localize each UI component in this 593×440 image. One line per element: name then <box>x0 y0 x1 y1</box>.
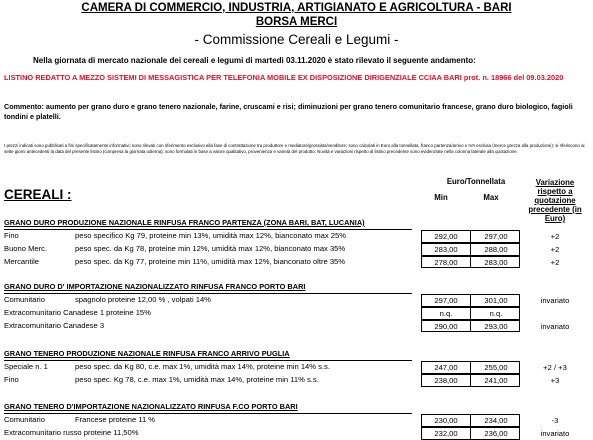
price-variation: +2 / +3 <box>543 363 567 372</box>
price-variation: +2 <box>550 244 560 254</box>
min-price: n.q. <box>439 308 453 318</box>
min-price: 290,00 <box>434 321 458 331</box>
price-variation: +2 <box>550 257 560 267</box>
min-header: Min <box>434 193 448 202</box>
section-title: GRANO TENERO PRODUZIONE NAZIONALE RINFUSA FRANCO ARRIVO PUGLIA <box>4 349 290 358</box>
intro-text: Nella giornata di mercato nazionale dei cereali e legumi di martedì 03.11.2020 è stato rilevato il seguente andamento: <box>33 56 476 65</box>
section-rule <box>4 229 412 230</box>
max-price: 297,00 <box>484 232 508 241</box>
max-price: 301,00 <box>484 296 508 305</box>
max-price: 234,00 <box>484 416 508 425</box>
price-variation: invariato <box>540 296 570 305</box>
price-variation: invariato <box>540 321 570 331</box>
row-label: Extracomunitario russo proteine 11,50% <box>4 427 139 437</box>
max-price: 283,00 <box>484 257 508 267</box>
price-variation: +3 <box>550 375 560 385</box>
section-rule <box>4 293 412 294</box>
market-name: BORSA MERCI <box>255 16 338 28</box>
row-label: Speciale n. 1 <box>4 362 48 371</box>
section-title: GRANO DURO D' IMPORTAZIONE NAZIONALIZZATO RINFUSA FRANCO PORTO BARI <box>4 282 306 291</box>
price-variation: invariato <box>540 428 570 438</box>
max-price: 255,00 <box>484 363 508 372</box>
section-title: GRANO TENERO D'IMPORTAZIONE NAZIONALIZZATO RINFUSA F.CO PORTO BARI <box>4 402 298 411</box>
section-rule <box>4 360 412 361</box>
row-description: peso spec. da Kg 77, proteine min 11%, umidità max 12%, bianconato oltre 35% <box>75 256 346 266</box>
price-variation: -3 <box>551 416 559 425</box>
min-price: 232,00 <box>434 428 458 438</box>
min-price: 278,00 <box>434 257 458 267</box>
max-price: 288,00 <box>484 244 508 254</box>
chamber-title: CAMERA DI COMMERCIO, INDUSTRIA, ARTIGIANATO E AGRICOLTURA - BARI <box>81 2 512 14</box>
price-variation: +2 <box>550 232 560 241</box>
min-price: 292,00 <box>434 232 458 241</box>
fine-print: I prezzi indicati sono pubblicati a fini specificatamente informativi; sono rilevati con riferimento esclusivo alla fase di contrattazione tra produttore e mediatore/grossista/venditore; sono calcolati in Euro alla tonnellata, franco partenza/arrivo e IVA esclusa (merce grezza alla produzione); si riferiscono ai sette giorni antecedenti la data del presente listino (compresa la giornata odierna); sono formulati in base a valore qualitativo, provenienza e varietà del prodotto. Novità e variazioni rispetto al listino precedente sono evidenziate nella colonna laterale alla quotazione. <box>4 143 585 155</box>
row-label: Comunitario <box>4 415 45 424</box>
unit-header: Euro/Tonnellata <box>446 177 506 186</box>
section-rule <box>4 413 412 414</box>
row-label: Fino <box>4 231 19 240</box>
max-price: 241,00 <box>484 375 508 385</box>
row-label: Extracomunitario Canadese 3 <box>4 320 105 330</box>
row-description: peso specifico Kg 79, proteine min 13%, umidità max 12%, bianconato max 25% <box>75 231 346 240</box>
row-description: peso spec. Kg 78, c.e. max 1%, umidità max 14%, proteine min 11% s.s. <box>75 374 319 384</box>
max-price: 236,00 <box>484 428 508 438</box>
variation-header: Variazione rispetto a quotazione precedente (in Euro) <box>528 178 582 223</box>
row-label: Fino <box>4 374 19 384</box>
max-price: n.q. <box>489 308 503 318</box>
row-description: Francese proteine 11 % <box>75 415 156 424</box>
min-price: 238,00 <box>434 375 458 385</box>
row-description: peso spec. da Kg 80, c.e. max 1%, umidità max 14%, proteine min 14% s.s. <box>75 362 330 371</box>
min-price: 247,00 <box>434 363 458 372</box>
section-title: GRANO DURO PRODUZIONE NAZIONALE RINFUSA FRANCO PARTENZA (ZONA BARI, BAT, LUCANIA) <box>4 218 365 227</box>
row-label: Mercantile <box>4 256 40 266</box>
commission-name: - Commissione Cereali e Legumi - <box>194 32 399 47</box>
min-price: 230,00 <box>434 416 458 425</box>
max-header: Max <box>483 193 499 202</box>
row-description: peso spec. da Kg 78, proteine min 12%, umidità max 12%, bianconato max 35% <box>75 243 346 253</box>
row-description: spagnolo proteine 12,00 % , volpati 14% <box>75 295 211 304</box>
row-label: Buono Merc. <box>4 243 48 253</box>
cereals-heading: CEREALI : <box>4 187 72 202</box>
market-comment: Commento: aumento per grano duro e grano tenero nazionale, farine, cruscami e risi; diminuzioni per grano tenero comunitario francese, grano duro biologico, fagioli tondini e platelli. <box>4 102 573 121</box>
max-price: 293,00 <box>484 321 508 331</box>
min-price: 297,00 <box>434 296 458 305</box>
red-notice: LISTINO REDATTO A MEZZO SISTEMI DI MESSAGISTICA PER TELEFONIA MOBILE EX DISPOSIZIONE DIRIGENZIALE CCIAA BARI prot. n. 18966 del 09.03.2020 <box>4 73 564 82</box>
min-price: 283,00 <box>434 244 458 254</box>
row-label: Extracomunitario Canadese 1 proteine 15% <box>4 307 151 317</box>
row-label: Comunitario <box>4 295 45 304</box>
